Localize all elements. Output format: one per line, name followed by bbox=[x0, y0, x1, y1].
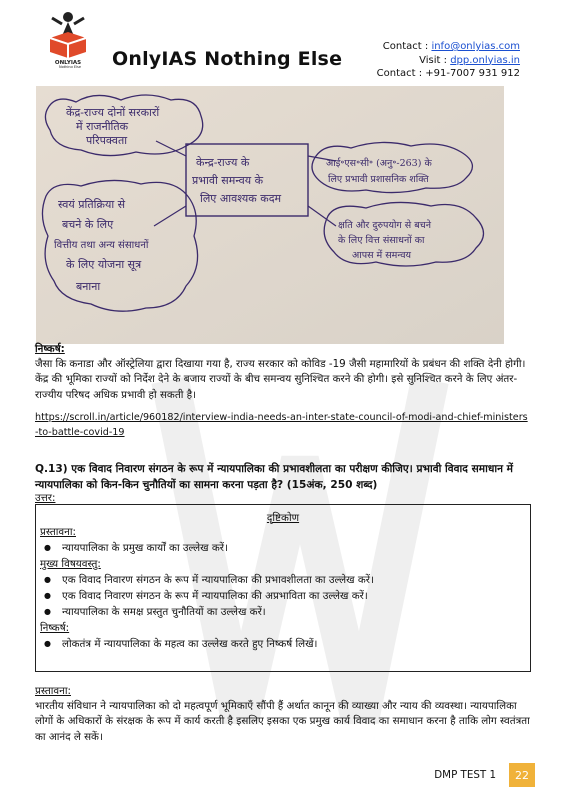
mindmap-bottom-left-line: वित्तीय तथा अन्य संसाधनों bbox=[54, 240, 149, 251]
mindmap-bottom-left-line: के लिए योजना सूत्र bbox=[66, 258, 142, 271]
mindmap-top-right-line: आई॰एस॰सी॰ (अनु॰-263) के bbox=[326, 158, 432, 169]
mindmap-top-right-line: लिए प्रभावी प्रशासनिक शक्ति bbox=[328, 174, 429, 185]
source-link-block bbox=[35, 410, 531, 440]
brand-title: OnlyIAS Nothing Else bbox=[112, 48, 343, 70]
website-link[interactable]: dpp.onlyias.in bbox=[450, 54, 520, 66]
approach-main-point: ● न्यायपालिका के समक्ष प्रस्तुत चुनौतियों का उल्लेख करें। bbox=[62, 605, 266, 619]
email-link[interactable]: info@onlyias.com bbox=[431, 41, 520, 52]
mindmap-center-line: लिए आवश्यक कदम bbox=[200, 192, 282, 205]
source-link[interactable]: https://scroll.in/article/960182/interview-india-needs-an-inter-state-council-of-modi-and-chief-ministers-to-battle-covid-19 bbox=[35, 412, 528, 439]
approach-title: दृष्टिकोण bbox=[266, 512, 300, 524]
footer-label: DMP TEST 1 bbox=[434, 769, 496, 781]
mindmap-bottom-left-line: बनाना bbox=[76, 280, 101, 293]
conclusion-section bbox=[35, 342, 531, 403]
mindmap-bottom-right-line: आपस में समन्वय bbox=[352, 250, 411, 261]
mindmap-bottom-right-line: के लिए वित्त संसाधनों का bbox=[338, 235, 425, 246]
mindmap-center-line: केन्द्र-राज्य के bbox=[196, 156, 250, 169]
mindmap-bottom-left-line: स्वयं प्रतिक्रिया से bbox=[58, 198, 126, 211]
approach-main-point: ● एक विवाद निवारण संगठन के रूप में न्यायपालिका की प्रभावशीलता का उल्लेख करें। bbox=[62, 573, 374, 587]
mindmap-bottom-left-line: बचने के लिए bbox=[62, 218, 114, 231]
approach-conclusion-point: ● लोकतंत्र में न्यायपालिका के महत्व का उल्लेख करते हुए निष्कर्ष लिखें। bbox=[62, 637, 317, 651]
mindmap-top-left-line: परिपक्वता bbox=[86, 134, 128, 147]
conclusion-body: जैसा कि कनाडा और ऑस्ट्रेलिया द्वारा दिखाया गया है, राज्य सरकार को कोविड -19 जैसी महामारियों के प्रबंधन की शक्ति देनी होगी। केंद्र की भूमिका राज्यों को निर्देश देने के बजाय राज्यों के बीच समन्वय सुनिश्चित करने की होगी। इसे सुनिश्चित करने के लिए अंतर-राज्यीय परिषद अधिक प्रभावी हो सकती है। bbox=[35, 358, 526, 401]
approach-intro-point: ● न्यायपालिका के प्रमुख कार्यों का उल्लेख करें। bbox=[62, 541, 228, 555]
conclusion-heading: निष्कर्ष: bbox=[35, 343, 65, 355]
mindmap-center-line: प्रभावी समन्वय के bbox=[192, 174, 264, 187]
approach-box bbox=[35, 504, 531, 672]
mindmap-top-left-line: केंद्र-राज्य दोनों सरकारों bbox=[66, 106, 160, 119]
intro-section bbox=[35, 684, 531, 745]
answer-label: उत्तर: bbox=[35, 492, 56, 504]
approach-main-label: मुख्य विषयवस्तु: bbox=[40, 558, 101, 570]
mindmap-photo bbox=[36, 86, 504, 344]
mindmap-bottom-right-line: क्षति और दुरुपयोग से बचने bbox=[338, 220, 431, 231]
approach-conclusion-label: निष्कर्ष: bbox=[40, 622, 70, 634]
svg-text:Nothing Else: Nothing Else bbox=[58, 65, 82, 68]
phone-number: +91-7007 931 912 bbox=[425, 68, 520, 79]
approach-main-point: ● एक विवाद निवारण संगठन के रूप में न्यायपालिका की अप्रभाविता का उल्लेख करें। bbox=[62, 589, 368, 603]
approach-intro-label: प्रस्तावना: bbox=[40, 526, 76, 538]
intro-heading: प्रस्तावना: bbox=[35, 685, 71, 697]
question-text: Q.13) एक विवाद निवारण संगठन के रूप में न्यायपालिका की प्रभावशीलता का परीक्षण कीजिए। प्रभावी विवाद समाधान में न्यायपालिका को किन-किन चुनौतियों का सामना करना पड़ता है? (15अंक, 250 शब्द) bbox=[35, 463, 513, 491]
onlyias-logo bbox=[40, 10, 96, 68]
contact-block: Contact : info@onlyias.com Visit : dpp.onlyias.in Contact : +91-7007 931 912 bbox=[376, 41, 520, 79]
mindmap-top-left-line: में राजनीतिक bbox=[76, 120, 129, 133]
page-number: 22 bbox=[509, 763, 535, 787]
intro-body: भारतीय संविधान ने न्यायपालिका को दो महत्वपूर्ण भूमिकाएँ सौंपी हैं अर्थात कानून की व्याख्या और न्याय की व्यवस्था। न्यायपालिका लोगों के अधिकारों के संरक्षक के रूप में कार्य करती है इसलिए इसका एक प्रमुख कार्य विवाद का समाधान करना है ताकि लोग स्वतंत्रता का आनंद ले सकें। bbox=[35, 700, 530, 743]
svg-text:ONLYIAS: ONLYIAS bbox=[54, 60, 82, 66]
